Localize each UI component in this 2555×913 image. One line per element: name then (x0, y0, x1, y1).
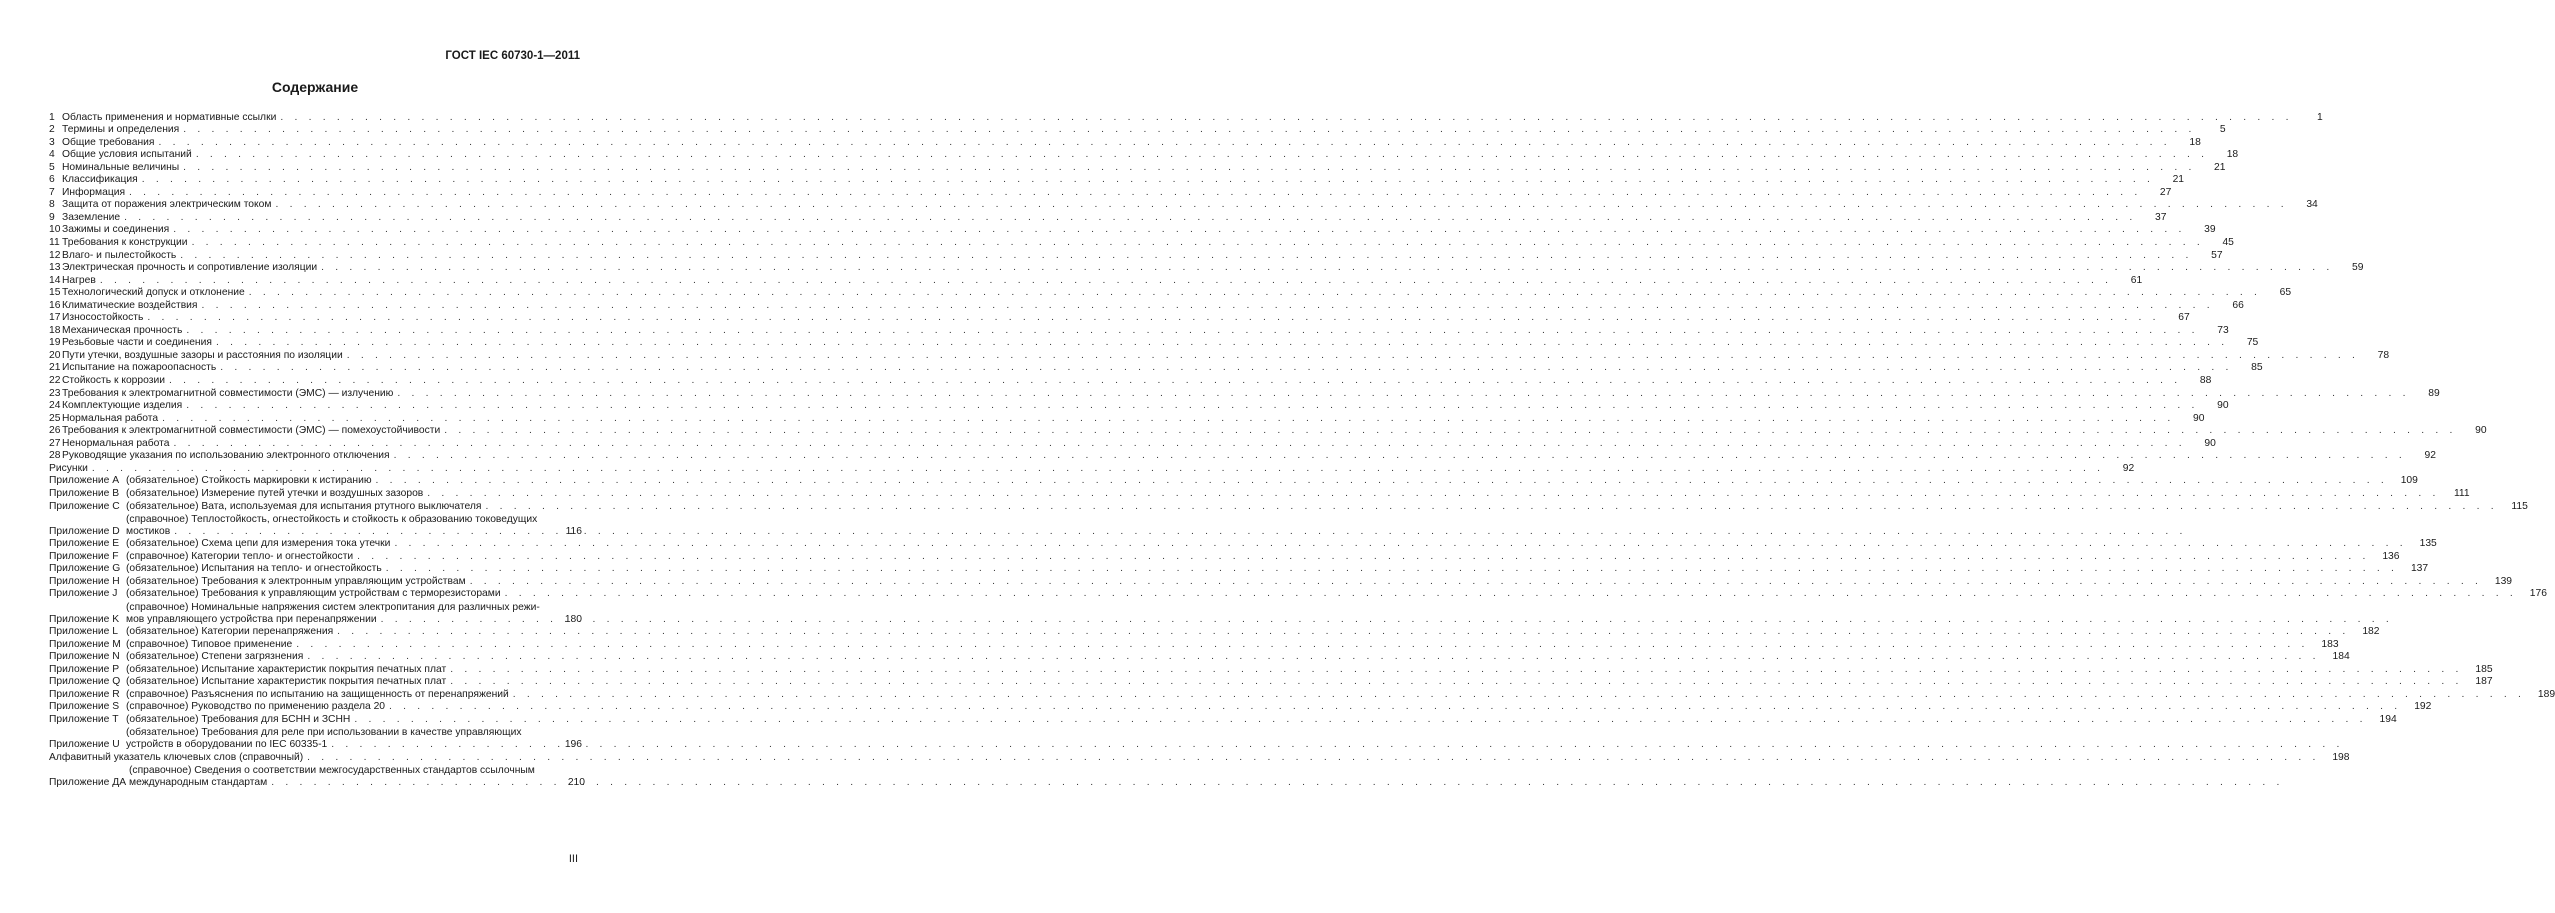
toc-entry[interactable] (49, 437, 2216, 450)
toc-entry-page: 88 (2199, 375, 2212, 387)
toc-entry-page: 90 (2192, 412, 2205, 424)
toc-leader-dots (513, 689, 2525, 701)
toc-entry-page: 137 (2410, 563, 2429, 575)
toc-entry-text (126, 727, 556, 751)
toc-entry-text (129, 765, 559, 789)
toc-entry-number: Приложение S (49, 701, 120, 713)
toc-entry[interactable] (49, 425, 2487, 438)
toc-entry-number: 21 (49, 362, 61, 374)
toc-leader-dots (389, 701, 2401, 713)
toc-entry-page: 116 (565, 525, 582, 537)
toc-entry[interactable] (49, 186, 2172, 199)
toc-leader-dots (381, 614, 2393, 626)
toc-entry[interactable] (49, 563, 2429, 576)
toc-entry-page: 184 (2332, 651, 2350, 663)
toc-entry-title-cont: мов управляющего устройства при перенапряжении (126, 613, 377, 625)
toc-leader-dots (307, 752, 2319, 764)
toc-entry-second-line (126, 739, 556, 751)
toc-entry[interactable] (49, 287, 2292, 300)
toc-entry[interactable] (49, 462, 2135, 475)
toc-entry-title: (справочное) Сведения о соответствии межгосударственных стандартов ссылочным (129, 764, 535, 776)
toc-entry-number: Приложение L (49, 626, 118, 638)
toc-entry[interactable] (49, 450, 2436, 463)
toc-entry-number: 2 (49, 124, 55, 136)
toc-entry-number: 25 (49, 412, 61, 424)
toc-entry-title: Технологический допуск и отклонение (62, 287, 245, 299)
toc-leader-dots (100, 275, 2112, 287)
toc-entry-number: 3 (49, 136, 55, 148)
toc-entry-number: 5 (49, 161, 55, 173)
toc-entry-number: Приложение T (49, 713, 119, 725)
toc-entry-number: 24 (49, 400, 61, 412)
page-number: III (568, 853, 578, 865)
toc-entry-second-line (129, 777, 559, 789)
toc-entry-title: (обязательное) Степени загрязнения (126, 651, 304, 663)
toc-entry[interactable] (49, 651, 2350, 664)
toc-entry[interactable] (49, 136, 2201, 149)
toc-entry-number: Приложение G (49, 563, 121, 575)
toc-entry-title: Информация (62, 186, 126, 198)
toc-entry[interactable] (49, 676, 2493, 689)
toc-leader-dots (220, 362, 2232, 374)
toc-leader-dots (427, 488, 2439, 500)
toc-entry[interactable] (49, 726, 582, 751)
toc-entry-title: Нормальная работа (62, 412, 159, 424)
toc-entry-number: Приложение U (49, 739, 120, 751)
toc-leader-dots (307, 651, 2319, 663)
toc-entry[interactable] (49, 199, 2318, 212)
toc-entry-title: Нагрев (62, 274, 96, 286)
toc-entry-page: 109 (2400, 475, 2418, 487)
toc-entry-page: 66 (2232, 299, 2244, 311)
toc-leader-dots (202, 300, 2214, 312)
toc-entry-number: 28 (49, 450, 61, 462)
toc-entry[interactable] (49, 663, 2493, 676)
page-title: Содержание (271, 79, 359, 95)
toc-entry-page: 180 (564, 613, 582, 625)
toc-entry[interactable] (49, 337, 2259, 350)
toc-entry[interactable] (49, 400, 2229, 413)
toc-leader-dots (450, 664, 2462, 676)
toc-entry-page: 85 (2251, 362, 2263, 374)
toc-entry[interactable] (49, 701, 2432, 714)
toc-entry-title: (справочное) Номинальные напряжения систем электропитания для различных режи- (126, 601, 540, 613)
toc-entry-number: Приложение R (49, 688, 120, 700)
toc-leader-dots (183, 124, 2195, 136)
toc-leader-dots (354, 714, 2366, 726)
toc-entry-title: Классификация (62, 174, 138, 186)
toc-leader-dots (180, 250, 2192, 262)
toc-leader-dots (394, 538, 2406, 550)
toc-leader-dots (169, 375, 2181, 387)
toc-entry[interactable] (49, 513, 582, 538)
toc-entry-title: (обязательное) Испытания на тепло- и огнестойкость (126, 563, 382, 575)
toc-entry-page: 111 (2453, 487, 2470, 499)
toc-entry-title: Общие условия испытаний (62, 149, 192, 161)
toc-entry-title: (обязательное) Схема цепи для измерения тока утечки (126, 538, 391, 550)
toc-entry[interactable] (49, 764, 585, 789)
toc-entry-title: Зажимы и соединения (62, 224, 170, 236)
toc-entry-number: Приложение M (49, 638, 121, 650)
toc-entry-title: (справочное) Категории тепло- и огнестойкости (126, 550, 354, 562)
toc-leader-dots (450, 676, 2462, 688)
toc-leader-dots (216, 337, 2228, 349)
toc-leader-dots (142, 174, 2154, 186)
toc-entry[interactable] (49, 174, 2185, 187)
toc-entry-title: Область применения и нормативные ссылки (62, 111, 277, 123)
toc-entry-number: 13 (49, 262, 61, 274)
toc-entry-number: Приложение Q (49, 676, 121, 688)
toc-entry-page: 21 (2214, 161, 2226, 173)
toc-entry-title: Номинальные величины (62, 161, 180, 173)
toc-entry-page: 198 (2332, 751, 2350, 763)
toc-entry-page: 65 (2279, 287, 2292, 299)
toc-entry-page: 194 (2379, 713, 2397, 725)
toc-entry[interactable] (49, 575, 2513, 588)
toc-entry-number: Приложение D (49, 525, 120, 537)
toc-entry-title-cont: мостиков (126, 525, 171, 537)
toc-entry-title: Износостойкость (62, 312, 144, 324)
toc-entry-number: 10 (49, 224, 61, 236)
toc-entry-title: (обязательное) Категории перенапряжения (126, 626, 334, 638)
toc-leader-dots (186, 325, 2198, 337)
toc-entry[interactable] (49, 349, 2390, 362)
toc-entry-title: Пути утечки, воздушные зазоры и расстояния по изоляции (62, 349, 343, 361)
toc-leader-dots (331, 739, 2343, 751)
toc-entry-number: 26 (49, 425, 61, 437)
toc-entry-number: 19 (49, 337, 61, 349)
toc-leader-dots (280, 112, 2292, 124)
toc-leader-dots (337, 626, 2349, 638)
toc-entry-page: 39 (2204, 224, 2216, 236)
toc-entry[interactable] (49, 626, 2380, 639)
toc-entry-title: Требования к электромагнитной совместимости (ЭМС) — помехоустойчивости (62, 425, 441, 437)
toc-entry-second-line (126, 614, 556, 626)
toc-entry-title: (справочное) Разъяснения по испытанию на защищенность от перенапряжений (126, 688, 509, 700)
toc-entry-number: 18 (49, 324, 61, 336)
toc-leader-dots (394, 450, 2406, 462)
toc-leader-dots (159, 137, 2171, 149)
toc-entry-page: 59 (2352, 262, 2364, 274)
toc-leader-dots (92, 463, 2104, 475)
toc-entry-number: 7 (49, 186, 55, 198)
toc-leader-dots (173, 224, 2185, 236)
toc-entry[interactable] (49, 387, 2440, 400)
toc-entry-title: Комплектующие изделия (62, 400, 183, 412)
document-header: ГОСТ IEC 60730-1—2011 (445, 50, 580, 62)
toc-entry-number: 9 (49, 211, 55, 223)
toc-entry[interactable] (49, 688, 2555, 701)
toc-entry-page: 187 (2475, 676, 2493, 688)
toc-entry-page: 78 (2377, 349, 2390, 361)
toc-entry-title: Электрическая прочность и сопротивление изоляции (62, 262, 318, 274)
toc-leader-dots (174, 438, 2186, 450)
toc-entry-title: Климатические воздействия (62, 299, 198, 311)
toc-entry[interactable] (49, 638, 2339, 651)
toc-entry-page: 21 (2172, 174, 2185, 186)
toc-entry-page: 136 (2382, 550, 2400, 562)
toc-entry-page: 73 (2217, 324, 2229, 336)
toc-entry-number: 12 (49, 249, 61, 261)
toc-entry-title: (справочное) Теплостойкость, огнестойкость и стойкость к образованию токоведущих (126, 513, 538, 525)
toc-entry-page: 57 (2211, 249, 2223, 261)
toc-entry[interactable] (49, 224, 2216, 237)
toc-entry-number: 20 (49, 349, 61, 361)
toc-leader-dots (357, 551, 2369, 563)
toc-leader-dots (397, 388, 2409, 400)
toc-leader-dots (192, 237, 2204, 249)
toc-leader-dots (386, 563, 2398, 575)
toc-leader-dots (249, 287, 2261, 299)
toc-entry-title: (обязательное) Измерение путей утечки и воздушных зазоров (126, 487, 424, 499)
toc-entry-title: (обязательное) Испытание характеристик покрытия печатных плат (126, 676, 447, 688)
toc-leader-dots (296, 639, 2308, 651)
toc-entry[interactable] (49, 312, 2190, 325)
toc-entry[interactable] (49, 475, 2418, 488)
toc-leader-dots (376, 475, 2388, 487)
toc-entry[interactable] (49, 538, 2437, 551)
toc-entry-number: 22 (49, 375, 61, 387)
toc-entry[interactable] (49, 412, 2205, 425)
toc-entry-title: (обязательное) Испытание характеристик покрытия печатных плат (126, 663, 447, 675)
toc-entry-title-cont: международным стандартам (129, 776, 268, 788)
toc-entry-page: 1 (2316, 111, 2323, 123)
toc-leader-dots (129, 187, 2141, 199)
toc-entry-page: 34 (2306, 199, 2318, 211)
toc-entry-page: 37 (2155, 211, 2167, 223)
toc-entry-title: Заземление (62, 211, 121, 223)
toc-entry-title: Требования к электромагнитной совместимости (ЭМС) — излучению (62, 387, 394, 399)
toc-entry[interactable] (49, 374, 2212, 387)
toc-entry-number: Приложение K (49, 613, 120, 625)
toc-entry-page: 92 (2122, 462, 2135, 474)
toc-entry-number: 6 (49, 174, 55, 186)
toc-entry-title: Рисунки (49, 462, 88, 474)
toc-entry-title: Механическая прочность (62, 324, 183, 336)
toc-entry-number: Приложение ДА (49, 776, 127, 788)
toc-entry-title-cont: устройств в оборудовании по IEC 60335-1 (126, 739, 328, 751)
toc-entry-number: Приложение C (49, 500, 120, 512)
toc-entry-page: 196 (564, 739, 582, 751)
toc-entry-page: 90 (2475, 425, 2487, 437)
table-of-contents (49, 111, 2555, 789)
toc-entry-number: 1 (49, 111, 55, 123)
toc-entry-number: Приложение A (49, 475, 120, 487)
toc-entry-number: Приложение F (49, 550, 119, 562)
toc-entry[interactable] (49, 111, 2323, 124)
toc-entry-page: 176 (2529, 588, 2547, 600)
toc-entry-second-line (126, 526, 556, 538)
toc-leader-dots (321, 262, 2333, 274)
toc-leader-dots (275, 199, 2287, 211)
toc-entry[interactable] (49, 550, 2400, 563)
toc-entry[interactable] (49, 600, 582, 625)
toc-leader-dots (124, 212, 2136, 224)
toc-entry[interactable] (49, 274, 2143, 287)
toc-leader-dots (485, 501, 2497, 513)
toc-entry-page: 185 (2475, 663, 2493, 675)
toc-entry[interactable] (49, 362, 2263, 375)
toc-entry-number: 27 (49, 437, 61, 449)
toc-entry-number: Приложение E (49, 538, 120, 550)
toc-entry-number: Приложение N (49, 651, 120, 663)
toc-leader-dots (444, 425, 2456, 437)
toc-leader-dots (196, 149, 2208, 161)
toc-entry-number: 11 (49, 237, 60, 249)
toc-entry[interactable] (49, 211, 2167, 224)
toc-entry-text (126, 514, 556, 538)
toc-leader-dots (174, 526, 2186, 538)
toc-entry-number: 16 (49, 299, 61, 311)
toc-entry-page: 115 (2511, 500, 2528, 512)
toc-leader-dots (147, 312, 2159, 324)
toc-leader-dots (347, 350, 2359, 362)
toc-entry-page: 67 (2178, 312, 2190, 324)
toc-entry-title: Ненормальная работа (62, 437, 170, 449)
toc-entry-title: (обязательное) Требования для реле при использовании в качестве управляющих (126, 727, 522, 739)
toc-entry-title: (обязательное) Стойкость маркировки к истиранию (126, 475, 372, 487)
toc-entry-page: 135 (2419, 538, 2437, 550)
toc-entry[interactable] (49, 324, 2229, 337)
toc-entry-page: 45 (2222, 237, 2234, 249)
toc-entry[interactable] (49, 500, 2528, 513)
toc-entry-page: 189 (2537, 688, 2555, 700)
toc-entry-number: Приложение H (49, 575, 120, 587)
toc-entry-page: 90 (2217, 400, 2229, 412)
toc-entry-title: Термины и определения (62, 124, 180, 136)
toc-entry-text (126, 602, 556, 626)
toc-entry[interactable] (49, 299, 2244, 312)
toc-entry-title: (обязательное) Требования к управляющим устройствам с терморезисторами (126, 588, 501, 600)
toc-entry-title: (справочное) Руководство по применению раздела 20 (126, 701, 386, 713)
toc-entry-title: (обязательное) Требования к электронным управляющим устройствам (126, 575, 466, 587)
toc-entry-title: Защита от поражения электрическим током (62, 199, 272, 211)
toc-entry-title: Резьбовые части и соединения (62, 337, 212, 349)
toc-entry-page: 182 (2362, 626, 2380, 638)
toc-entry-number: 17 (49, 312, 61, 324)
toc-leader-dots (470, 576, 2482, 588)
toc-entry-number: 4 (49, 149, 55, 161)
toc-entry-number: Приложение P (49, 663, 120, 675)
toc-entry[interactable] (49, 751, 2350, 764)
toc-entry[interactable] (49, 588, 2547, 601)
toc-entry-number: Приложение B (49, 487, 120, 499)
toc-entry-page: 92 (2424, 450, 2436, 462)
toc-entry-page: 5 (2219, 124, 2226, 136)
toc-entry[interactable] (49, 262, 2364, 275)
toc-entry[interactable] (49, 249, 2223, 262)
toc-entry-page: 75 (2246, 337, 2259, 349)
toc-entry-page: 90 (2204, 437, 2216, 449)
toc-entry-title: Алфавитный указатель ключевых слов (справочный) (49, 751, 304, 763)
toc-entry-page: 61 (2130, 274, 2143, 286)
toc-entry-number: 23 (49, 387, 61, 399)
toc-entry-number: 8 (49, 199, 55, 211)
toc-entry-title: (обязательное) Вата, используемая для испытания ртутного выключателя (126, 500, 482, 512)
toc-entry-page: 18 (2226, 149, 2239, 161)
toc-entry[interactable] (49, 149, 2239, 162)
toc-entry-title: Руководящие указания по использованию электронного отключения (62, 450, 390, 462)
toc-entry-title: Требования к конструкции (62, 237, 188, 249)
toc-entry-title: Стойкость к коррозии (62, 375, 165, 387)
toc-entry-page: 192 (2414, 701, 2432, 713)
toc-entry-page: 139 (2494, 575, 2513, 587)
toc-entry-page: 18 (2189, 136, 2201, 148)
toc-entry-number: 15 (49, 287, 61, 299)
toc-entry-title: Испытание на пожароопасность (62, 362, 217, 374)
toc-entry[interactable] (49, 161, 2226, 174)
toc-entry-page: 27 (2159, 186, 2172, 198)
toc-entry[interactable] (49, 713, 2397, 726)
toc-entry-title: (обязательное) Требования для БСНН и ЗСНН (126, 713, 351, 725)
toc-leader-dots (505, 588, 2517, 600)
toc-leader-dots (162, 413, 2174, 425)
toc-entry[interactable] (49, 236, 2234, 249)
toc-entry-number: Приложение J (49, 588, 118, 600)
toc-leader-dots (186, 400, 2198, 412)
toc-entry-page: 183 (2321, 638, 2339, 650)
toc-entry-title: Влаго- и пылестойкость (62, 249, 177, 261)
toc-entry-page: 89 (2428, 387, 2440, 399)
toc-entry[interactable] (49, 487, 2470, 500)
toc-entry-title: (справочное) Типовое применение (126, 638, 293, 650)
toc-entry-number: 14 (49, 274, 61, 286)
toc-leader-dots (183, 162, 2195, 174)
toc-entry[interactable] (49, 124, 2226, 137)
toc-entry-title: Общие требования (62, 136, 155, 148)
toc-entry-page: 210 (567, 776, 585, 788)
